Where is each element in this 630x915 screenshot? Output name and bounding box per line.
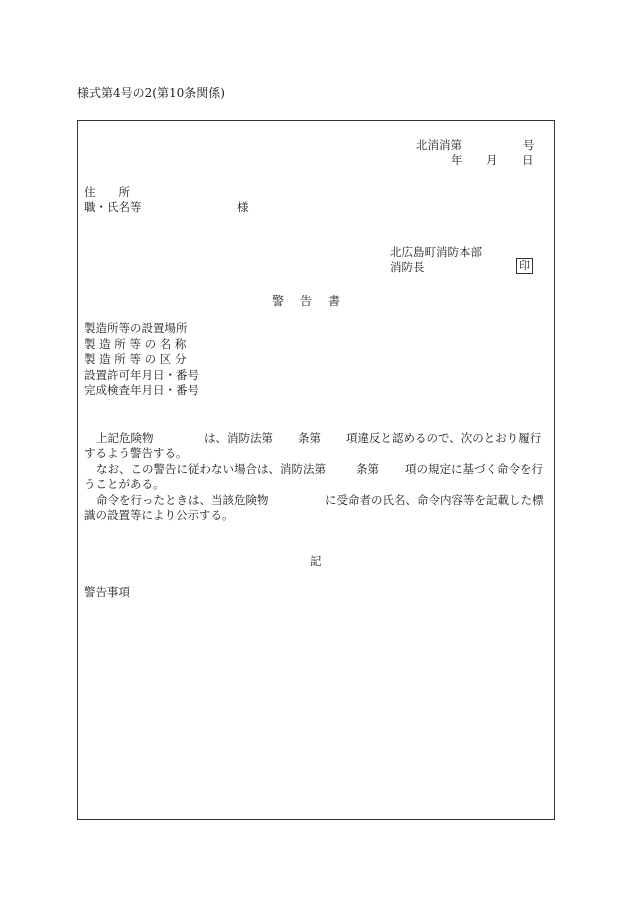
paragraph-1-line-2: するよう警告する。 bbox=[84, 446, 188, 460]
doc-number-suffix: 号 bbox=[523, 138, 535, 152]
seal-label: 印 bbox=[516, 258, 533, 274]
honorific: 様 bbox=[237, 200, 249, 214]
paragraph-1-text-d: 項違反と認めるので、次のとおり履行 bbox=[346, 431, 542, 445]
form-number: 様式第4号の2(第10条関係) bbox=[77, 86, 225, 100]
paragraph-1-text-a: 上記危険物 bbox=[96, 431, 154, 445]
warning-items-label: 警告事項 bbox=[84, 585, 130, 599]
paragraph-3-line-2: 識の設置等により公示する。 bbox=[84, 508, 234, 522]
doc-number-prefix: 北消消第 bbox=[416, 138, 462, 152]
issuer-title: 消防長 bbox=[390, 260, 425, 274]
date-month: 月 bbox=[486, 153, 498, 167]
address-label: 住 所 bbox=[84, 185, 130, 199]
facility-field-name: 製 造 所 等 の 名 称 bbox=[84, 337, 187, 351]
document-title: 警 告 書 bbox=[272, 294, 343, 308]
facility-field-location: 製造所等の設置場所 bbox=[84, 321, 188, 335]
paragraph-3-text-a: 命令を行ったときは、当該危険物 bbox=[96, 493, 269, 507]
facility-field-category: 製 造 所 等 の 区 分 bbox=[84, 352, 187, 366]
name-label: 職・氏名等 bbox=[84, 200, 142, 214]
facility-field-inspection: 完成検査年月日・番号 bbox=[84, 383, 199, 397]
paragraph-2-text-c: 項の規定に基づく命令を行 bbox=[405, 462, 543, 476]
ki-heading: 記 bbox=[310, 554, 322, 568]
paragraph-2-text-a: なお、この警告に従わない場合は、消防法第 bbox=[96, 462, 326, 476]
paragraph-1-text-c: 条第 bbox=[298, 431, 321, 445]
issuer-organization: 北広島町消防本部 bbox=[390, 245, 482, 259]
seal-mark bbox=[516, 258, 533, 274]
paragraph-1-text-b: は、消防法第 bbox=[204, 431, 273, 445]
date-day: 日 bbox=[522, 153, 534, 167]
facility-field-permit: 設置許可年月日・番号 bbox=[84, 368, 199, 382]
date-year: 年 bbox=[451, 153, 463, 167]
paragraph-2-text-b: 条第 bbox=[356, 462, 379, 476]
paragraph-3-text-b: に受命者の氏名、命令内容等を記載した標 bbox=[325, 493, 544, 507]
paragraph-2-line-2: うことがある。 bbox=[84, 477, 165, 491]
